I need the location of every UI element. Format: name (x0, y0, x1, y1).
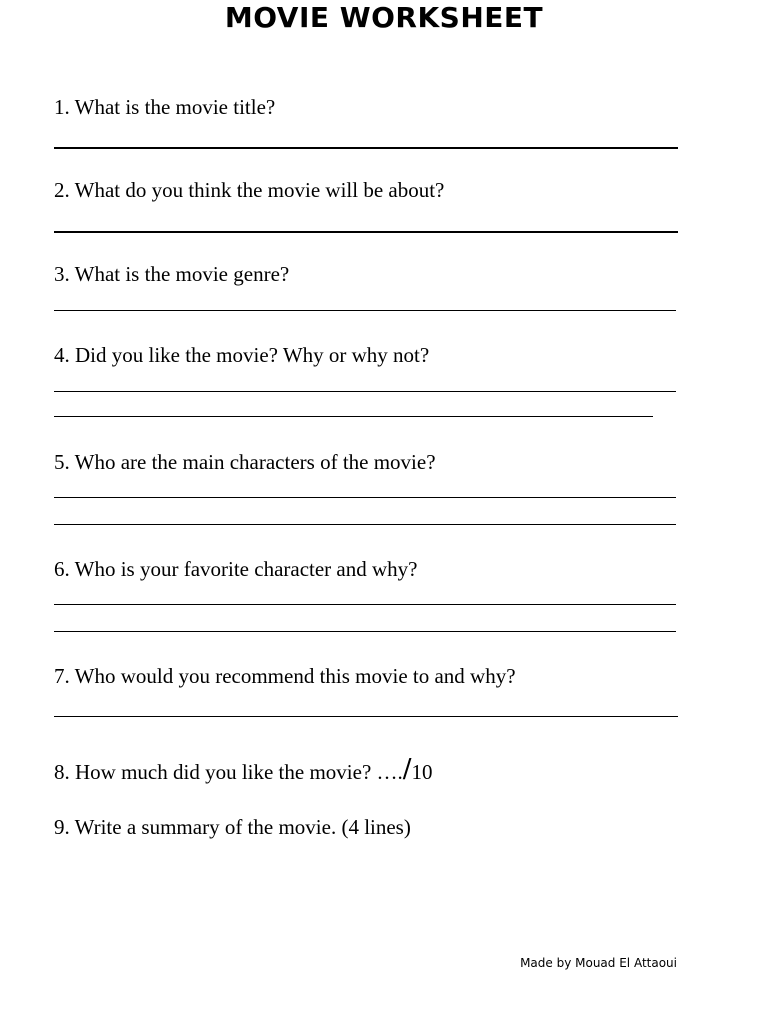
answer-line-6b[interactable] (54, 631, 676, 632)
question-9-number: 9. (54, 815, 70, 839)
question-8 (54, 754, 433, 785)
question-7-number: 7. (54, 664, 70, 688)
question-5 (54, 449, 436, 475)
author-credit: Made by Mouad El Attaoui (520, 956, 677, 970)
question-1-number: 1. (54, 95, 70, 119)
question-3-text: What is the movie genre? (74, 262, 290, 286)
question-8-number: 8. (54, 760, 70, 784)
answer-line-2[interactable] (54, 231, 678, 233)
rating-max: 10 (411, 760, 433, 784)
answer-line-1[interactable] (54, 147, 678, 149)
worksheet-title: MOVIE WORKSHEET (224, 1, 544, 34)
question-5-number: 5. (54, 450, 70, 474)
question-3-number: 3. (54, 262, 70, 286)
question-4 (54, 342, 429, 368)
question-7-text: Who would you recommend this movie to and why? (74, 664, 516, 688)
answer-line-6a[interactable] (54, 604, 676, 605)
question-4-text: Did you like the movie? Why or why not? (75, 343, 430, 367)
question-8-text: How much did you like the movie? …. (75, 760, 403, 784)
answer-line-4b[interactable] (54, 416, 653, 417)
rating-slash: / (402, 754, 412, 784)
question-4-number: 4. (54, 343, 70, 367)
question-6-number: 6. (54, 557, 70, 581)
question-3 (54, 261, 289, 287)
answer-line-4a[interactable] (54, 391, 676, 392)
answer-line-5b[interactable] (54, 524, 676, 525)
answer-line-7[interactable] (54, 716, 678, 717)
question-2-text: What do you think the movie will be about? (74, 178, 445, 202)
question-6 (54, 556, 417, 582)
question-2 (54, 177, 444, 203)
question-1 (54, 94, 275, 120)
question-9 (54, 814, 411, 840)
question-9-text: Write a summary of the movie. (4 lines) (74, 815, 411, 839)
question-6-text: Who is your favorite character and why? (74, 557, 418, 581)
question-1-text: What is the movie title? (74, 95, 276, 119)
question-2-number: 2. (54, 178, 70, 202)
answer-line-3[interactable] (54, 310, 676, 311)
answer-line-5a[interactable] (54, 497, 676, 498)
question-5-text: Who are the main characters of the movie? (74, 450, 436, 474)
question-7 (54, 663, 516, 689)
